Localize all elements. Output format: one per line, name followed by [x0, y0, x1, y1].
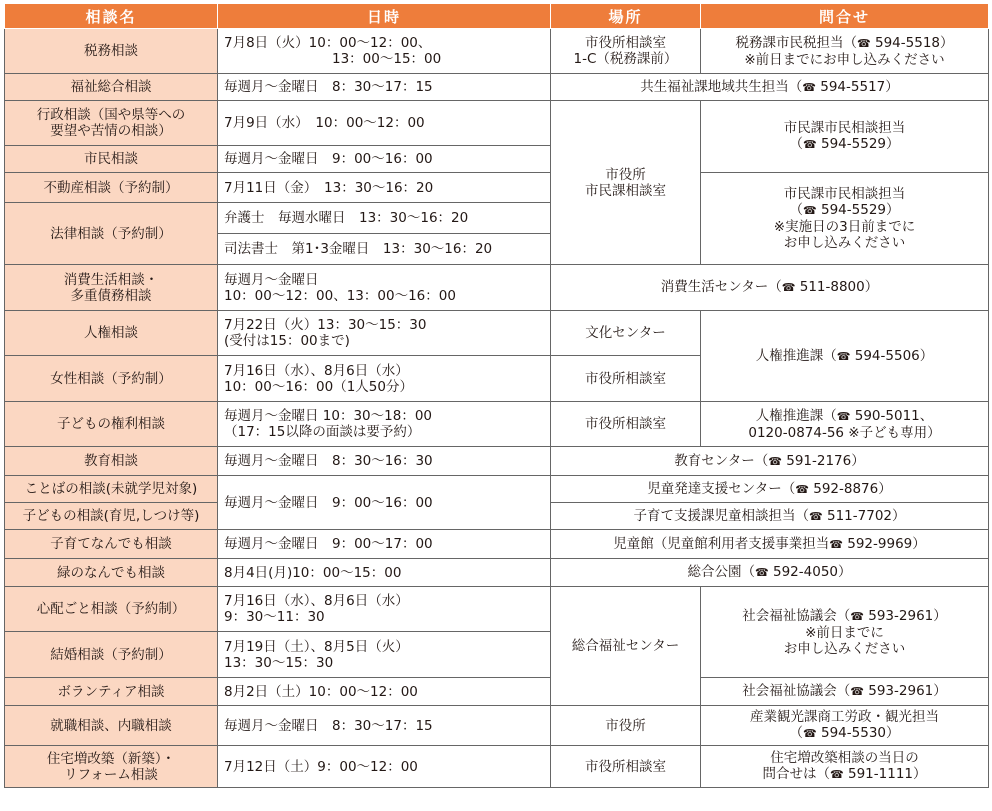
table-row [5, 559, 989, 587]
phone-icon: ☎ [755, 566, 769, 579]
consultation-datetime: 毎週月～金曜日 9：00～17：00 [218, 530, 551, 559]
consultation-datetime: 7月16日（水）、8月6日（水） 9：30～11：30 [218, 587, 551, 632]
consultation-contact: 人権推進課（☎ 594-5506） [701, 311, 989, 402]
consultation-contact: 総合公園（☎ 592-4050） [551, 559, 989, 587]
phone-icon: ☎ [857, 36, 871, 50]
consultation-place: 市役所相談室 [551, 746, 701, 788]
consultation-place: 市役所相談室 1-C（税務課前） [551, 29, 701, 74]
phone-icon: ☎ [803, 727, 817, 740]
consultation-name: 女性相談（予約制） [5, 356, 218, 402]
consultation-contact: 児童発達支援センター（☎ 592-8876） [551, 476, 989, 503]
consultation-datetime: 7月8日（火）10：00～12：00、 13：00～15：00 [218, 29, 551, 74]
consultation-name: 不動産相談（予約制） [5, 173, 218, 203]
consultation-name: 福祉総合相談 [5, 74, 218, 101]
consultation-datetime: 毎週月～金曜日 10：30～18：00 （17：15以降の面談は要予約） [218, 402, 551, 447]
consultation-place: 文化センター [551, 311, 701, 356]
consultation-name: ボランティア相談 [5, 678, 218, 706]
consultation-datetime: 毎週月～金曜日 9：00～16：00 [218, 476, 551, 530]
consultation-place: 市役所 [551, 706, 701, 746]
consultation-contact: 市民課市民相談担当 （☎ 594-5529） ※実施日の3日前までに お申し込みください [701, 173, 989, 265]
consultation-datetime: 毎週月～金曜日 9：00～16：00 [218, 146, 551, 173]
consultation-name: ことばの相談(未就学児対象) [5, 476, 218, 503]
header-name: 相談名 [5, 4, 218, 29]
phone-icon: ☎ [830, 768, 844, 781]
table-row [5, 706, 989, 746]
phone-icon: ☎ [836, 409, 851, 423]
consultation-name: 人権相談 [5, 311, 218, 356]
consultation-name: 子育てなんでも相談 [5, 530, 218, 559]
phone-icon: ☎ [850, 685, 864, 698]
consultation-datetime: 弁護士 毎週水曜日 13：30～16：20 [218, 203, 551, 234]
consultation-place: 総合福祉センター [551, 587, 701, 706]
consultation-contact: 社会福祉協議会（☎ 593-2961） ※前日までに お申し込みください [701, 587, 989, 678]
phone-icon: ☎ [809, 509, 823, 523]
consultation-datetime: 8月4日(月)10：00～15：00 [218, 559, 551, 587]
consultation-name: 子どもの相談(育児,しつけ等) [5, 503, 218, 530]
phone-icon: ☎ [781, 281, 796, 294]
table-row [5, 101, 989, 146]
phone-icon: ☎ [802, 80, 816, 94]
header-datetime: 日時 [218, 4, 551, 29]
table-row [5, 587, 989, 632]
phone-icon: ☎ [795, 482, 809, 496]
consultation-datetime: 毎週月～金曜日 10：00～12：00、13：00～16：00 [218, 265, 551, 311]
consultation-datetime: 7月11日（金） 13：30～16：20 [218, 173, 551, 203]
consultation-contact: 消費生活センター（☎ 511-8800） [551, 265, 989, 311]
consultation-name: 消費生活相談・ 多重債務相談 [5, 265, 218, 311]
consultation-name: 就職相談、内職相談 [5, 706, 218, 746]
consultation-contact: 住宅増改築相談の当日の 問合せは（☎ 591-1111） [701, 746, 989, 788]
consultation-contact: 共生福祉課地域共生担当（☎ 594-5517） [551, 74, 989, 101]
consultation-datetime: 毎週月～金曜日 8：30～17：15 [218, 74, 551, 101]
consultation-name: 市民相談 [5, 146, 218, 173]
consultation-datetime: 7月9日（水） 10：00～12：00 [218, 101, 551, 146]
table-row [5, 678, 989, 706]
table-header-row [5, 4, 989, 29]
consultation-contact: 市民課市民相談担当 （☎ 594-5529） [701, 101, 989, 173]
consultation-table [4, 3, 989, 788]
consultation-name: 住宅増改築（新築）・ リフォーム相談 [5, 746, 218, 788]
consultation-contact: 子育て支援課児童相談担当（☎ 511-7702） [551, 503, 989, 530]
table-row [5, 447, 989, 476]
consultation-name: 教育相談 [5, 447, 218, 476]
consultation-datetime: 7月12日（土）9：00～12：00 [218, 746, 551, 788]
consultation-name: 税務相談 [5, 29, 218, 74]
consultation-contact: 産業観光課商工労政・観光担当 （☎ 594-5530） [701, 706, 989, 746]
consultation-datetime: 7月16日（水）、8月6日（水） 10：00～16：00（1人50分） [218, 356, 551, 402]
consultation-datetime: 8月2日（土）10：00～12：00 [218, 678, 551, 706]
consultation-datetime: 7月19日（土）、8月5日（火） 13：30～15：30 [218, 632, 551, 678]
table-row [5, 402, 989, 447]
phone-icon: ☎ [803, 138, 817, 151]
consultation-datetime: 毎週月～金曜日 8：30～16：30 [218, 447, 551, 476]
consultation-contact: 社会福祉協議会（☎ 593-2961） [701, 678, 989, 706]
consultation-name: 子どもの権利相談 [5, 402, 218, 447]
header-place: 場所 [551, 4, 701, 29]
consultation-name: 法律相談（予約制） [5, 203, 218, 265]
consultation-name: 結婚相談（予約制） [5, 632, 218, 678]
consultation-place: 市役所 市民課相談室 [551, 101, 701, 265]
table-row [5, 746, 989, 788]
table-row [5, 530, 989, 559]
table-row [5, 311, 989, 356]
phone-icon: ☎ [829, 537, 843, 551]
consultation-datetime: 毎週月～金曜日 8：30～17：15 [218, 706, 551, 746]
phone-icon: ☎ [803, 204, 817, 217]
consultation-datetime: 司法書士 第1･3金曜日 13：30～16：20 [218, 234, 551, 265]
table-row [5, 265, 989, 311]
consultation-contact: 教育センター（☎ 591-2176） [551, 447, 989, 476]
consultation-name: 心配ごと相談（予約制） [5, 587, 218, 632]
consultation-contact: 人権推進課（☎ 590-5011、 0120-0874-56 ※子ども専用） [701, 402, 989, 447]
phone-icon: ☎ [850, 609, 864, 623]
consultation-name: 行政相談（国や県等への 要望や苦情の相談） [5, 101, 218, 146]
phone-icon: ☎ [768, 454, 782, 468]
consultation-datetime: 7月22日（火）13：30～15：30 (受付は15：00まで) [218, 311, 551, 356]
consultation-place: 市役所相談室 [551, 402, 701, 447]
phone-icon: ☎ [836, 349, 851, 363]
table-row [5, 476, 989, 503]
consultation-contact: 税務課市民税担当（☎ 594-5518） ※前日までにお申し込みください [701, 29, 989, 74]
table-row [5, 173, 989, 203]
table-row [5, 29, 989, 74]
table-row [5, 74, 989, 101]
consultation-name: 緑のなんでも相談 [5, 559, 218, 587]
consultation-contact: 児童館（児童館利用者支援事業担当☎ 592-9969） [551, 530, 989, 559]
consultation-place: 市役所相談室 [551, 356, 701, 402]
header-contact: 問合せ [701, 4, 989, 29]
